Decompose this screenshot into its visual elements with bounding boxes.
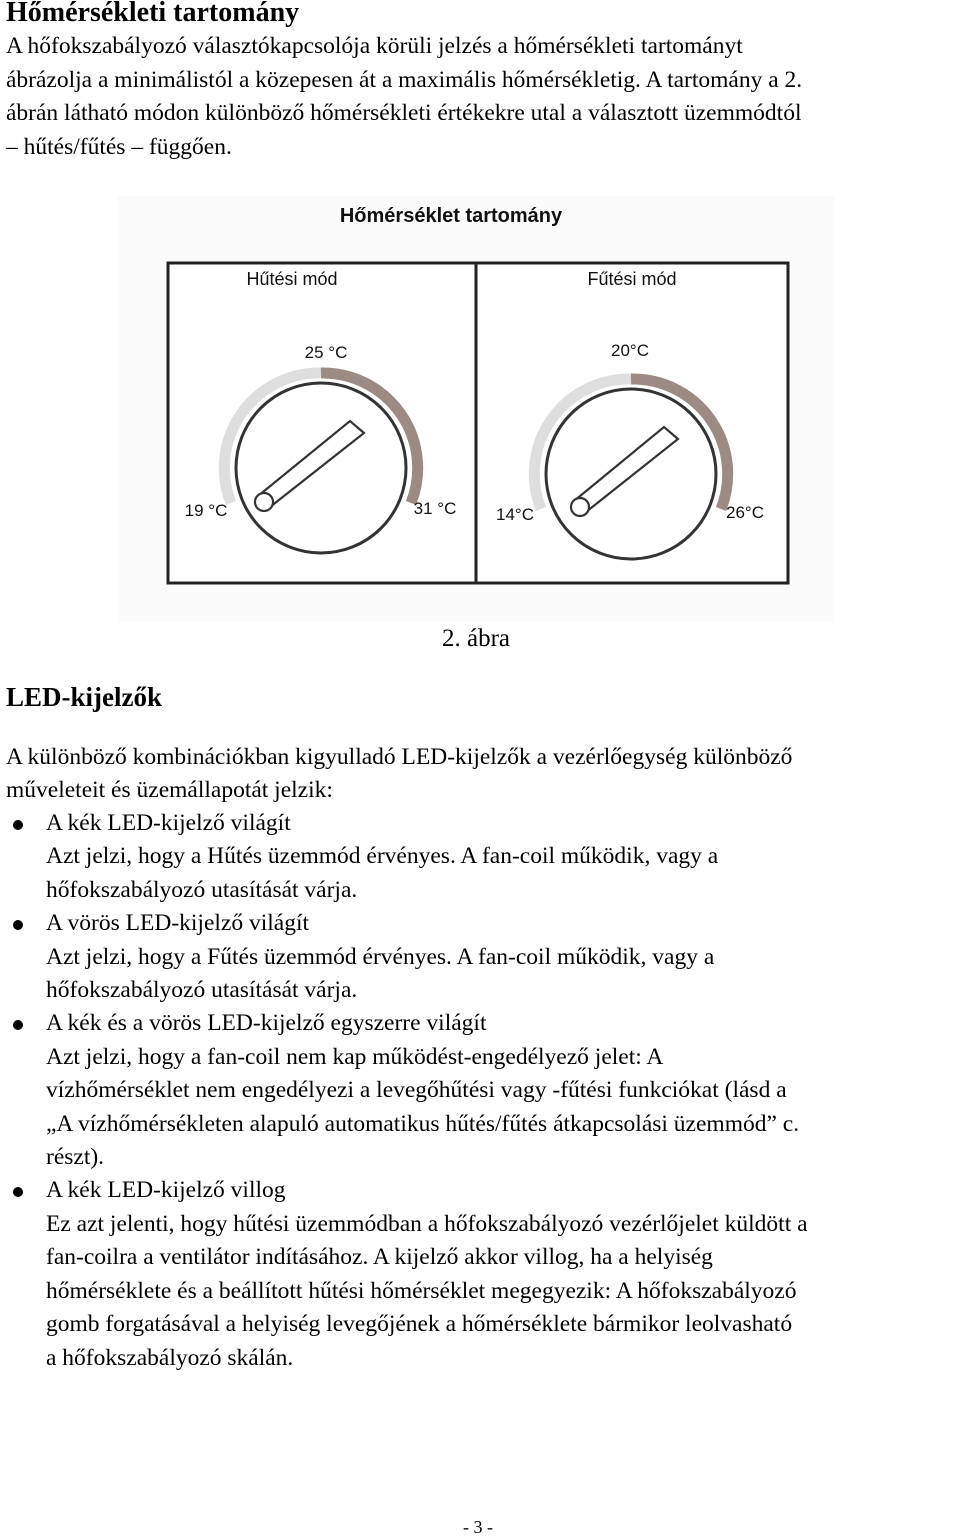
cooling-pointer-knob (255, 493, 273, 511)
list-item-text: Ez azt jelenti, hogy hűtési üzemmódban a hőfokszabályozó vezérlőjelet küldött a (46, 1210, 808, 1237)
intro-paragraph (6, 30, 951, 164)
intro-line: – hűtés/fűtés – függően. (6, 133, 232, 160)
led-section-heading: LED-kijelzők (6, 682, 163, 712)
list-item-title: A kék és a vörös LED-kijelző egyszerre világít (46, 1010, 487, 1037)
list-item-text: hőfokszabályozó utasítását várja. (46, 876, 358, 903)
list-item-text: Azt jelzi, hogy a Fűtés üzemmód érvényes. A fan-coil működik, vagy a (46, 943, 715, 970)
cooling-max-temp: 31 °C (413, 499, 457, 518)
figure-caption: 2. ábra (442, 625, 511, 652)
cooling-mid-temp: 25 °C (304, 343, 348, 362)
list-item-title: A vörös LED-kijelző világít (46, 910, 310, 937)
led-intro-line: műveleteit és üzemállapotát jelzik: (6, 777, 333, 804)
intro-line: A hőfokszabályozó választókapcsolója körüli jelzés a hőmérsékleti tartományt (6, 33, 743, 59)
list-item-title: A kék LED-kijelző világít (46, 810, 291, 836)
temperature-range-figure (118, 196, 834, 622)
cooling-min-temp: 19 °C (184, 501, 228, 520)
heating-pointer-knob (571, 498, 589, 516)
heating-mode-label: Fűtési mód (587, 269, 677, 289)
led-intro-paragraph (6, 741, 956, 808)
page-number: - 3 - (463, 1517, 493, 1537)
intro-line: ábrázolja a minimálistól a közepesen át a maximális hőmérsékletig. A tartomány a 2. (6, 66, 803, 93)
led-intro-line: A különböző kombinációkban kigyulladó LED-kijelzők a vezérlőegység különböző (6, 744, 793, 770)
list-item (6, 907, 956, 1007)
list-item (6, 1007, 956, 1174)
heating-dial[interactable] (546, 389, 716, 559)
bullet-icon (13, 820, 23, 830)
list-item-text: Azt jelzi, hogy a Hűtés üzemmód érvényes. A fan-coil működik, vagy a (46, 843, 719, 870)
led-status-list (6, 807, 956, 1375)
list-item-text: hőmérséklete és a beállított hűtési hőmérséklet megegyezik: A hőfokszabályozó (46, 1277, 797, 1304)
list-item-text: „A vízhőmérsékleten alapuló automatikus hűtés/fűtés átkapcsolási üzemmód” c. (46, 1110, 800, 1137)
heating-min-temp: 14°C (496, 505, 534, 524)
bullet-icon (13, 1020, 23, 1030)
list-item-text: Azt jelzi, hogy a fan-coil nem kap működést-engedélyező jelet: A (46, 1043, 664, 1070)
list-item-text: fan-coilra a ventilátor indításához. A kijelző akkor villog, ha a helyiség (46, 1244, 713, 1271)
heating-mid-temp: 20°C (611, 341, 649, 360)
list-item-text: vízhőmérséklet nem engedélyezi a levegőhűtési vagy -fűtési funkciókat (lásd a (46, 1077, 787, 1104)
bullet-icon (13, 920, 23, 930)
intro-line: ábrán látható módon különböző hőmérsékleti értékekre utal a választott üzemmódtól (6, 100, 802, 126)
list-item-text: részt). (46, 1144, 105, 1171)
list-item (6, 807, 956, 907)
section-heading: Hőmérsékleti tartomány (6, 0, 300, 28)
list-item (6, 1174, 956, 1374)
temperature-range-diagram (118, 196, 834, 622)
list-item-text: gomb forgatásával a helyiség levegőjének a hőmérséklete bármikor leolvasható (46, 1311, 793, 1338)
bullet-icon (13, 1187, 23, 1197)
list-item-text: hőfokszabályozó utasítását várja. (46, 977, 358, 1004)
list-item-title: A kék LED-kijelző villog (46, 1177, 286, 1204)
heating-max-temp: 26°C (726, 503, 764, 522)
figure-title: Hőmérséklet tartomány (339, 205, 563, 227)
list-item-text: a hőfokszabályozó skálán. (46, 1344, 294, 1371)
cooling-mode-label: Hűtési mód (246, 269, 338, 289)
